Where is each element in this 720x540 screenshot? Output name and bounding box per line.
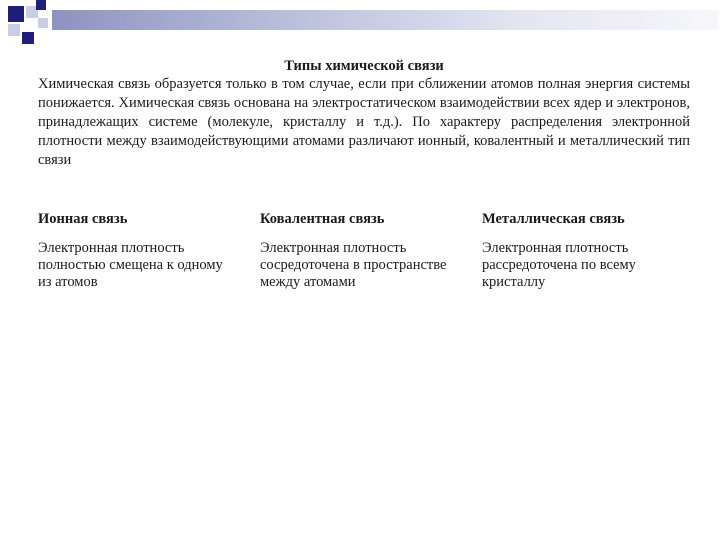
- intro-paragraph: Химическая связь образуется только в том случае, если при сближении атомов полная энергия системы понижается. Химическая связь основана на электростатическом взаимодействии всех ядер и электронов, принадлежащих системе (молекуле, кристаллу и т.д.). По характеру распределения электронной плотности между взаимодействующими атомами различают ионный, ковалентный и металлический тип связи: [38, 76, 690, 168]
- page-title: Типы химической связи: [284, 58, 444, 74]
- bond-type-covalent: [260, 210, 460, 291]
- bond-type-name: Металлическая связь: [482, 211, 625, 227]
- text-block: [38, 58, 690, 170]
- deco-square-navy: [22, 32, 34, 44]
- bond-type-name: Ковалентная связь: [260, 211, 385, 227]
- bond-type-name: Ионная связь: [38, 211, 128, 227]
- deco-square-light: [38, 18, 48, 28]
- deco-square-navy: [8, 6, 24, 22]
- bond-type-description: Электронная плотность рассредоточена по всему кристаллу: [482, 240, 636, 290]
- header-gradient-bar: [52, 10, 718, 30]
- deco-square-light: [8, 24, 20, 36]
- bond-type-metallic: [482, 210, 682, 291]
- bond-type-description: Электронная плотность полностью смещена к одному из атомов: [38, 240, 223, 290]
- deco-square-navy: [36, 0, 46, 10]
- bond-type-ionic: [38, 210, 238, 291]
- bond-type-description: Электронная плотность сосредоточена в пространстве между атомами: [260, 240, 447, 290]
